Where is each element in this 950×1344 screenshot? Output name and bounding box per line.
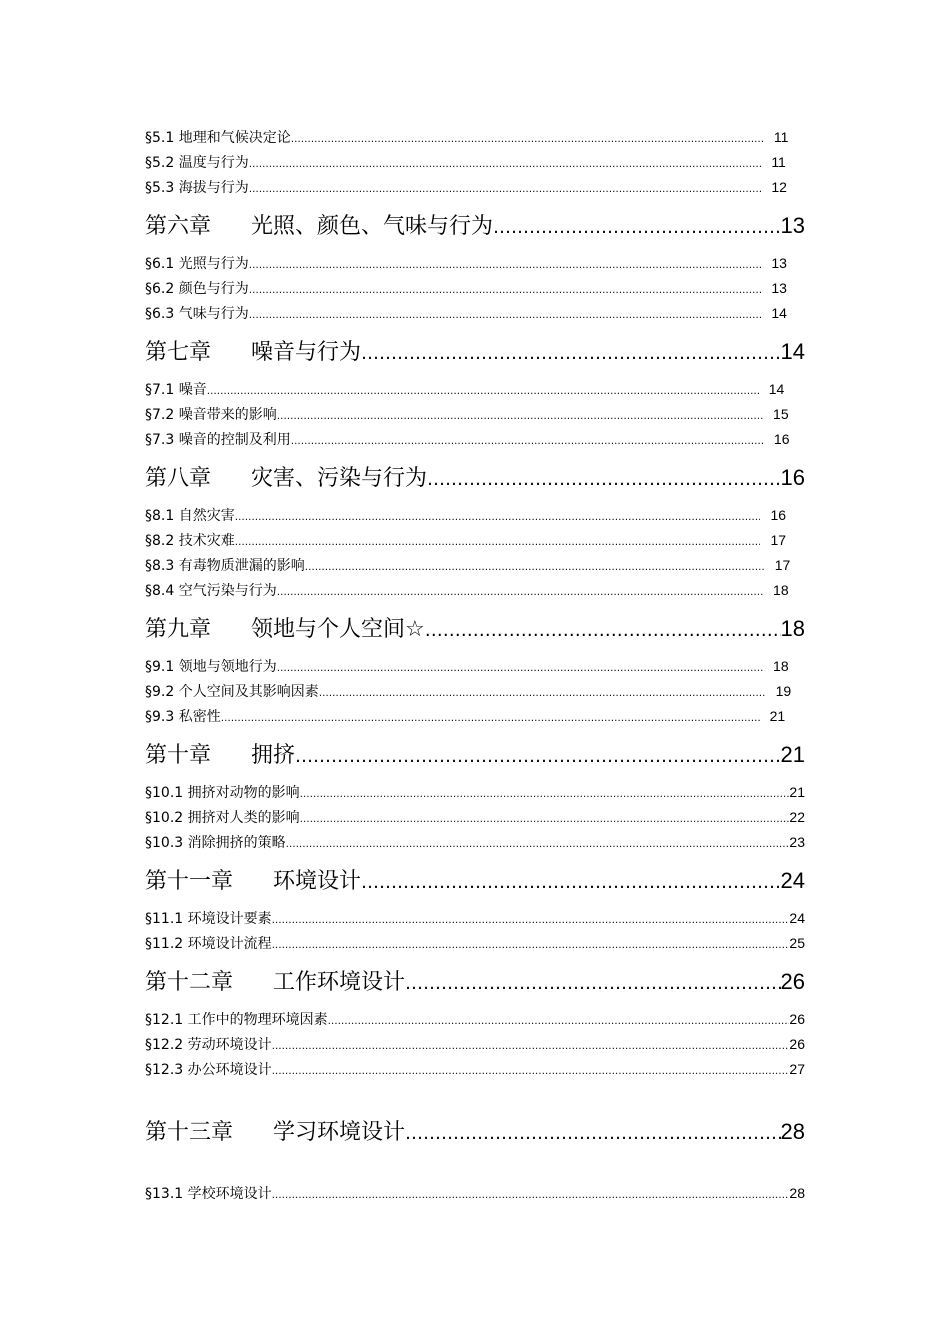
dot-leader xyxy=(405,969,780,999)
toc-section-entry[interactable] xyxy=(145,251,805,276)
page-number: 21 xyxy=(780,742,805,767)
toc-chapter-entry[interactable] xyxy=(145,337,805,369)
page-number: 11 xyxy=(771,154,786,170)
dot-leader xyxy=(249,303,762,326)
toc-section-entry[interactable] xyxy=(145,906,805,931)
dot-leader xyxy=(319,681,766,704)
dot-leader xyxy=(249,177,762,200)
chapter-title: 学习环境设计 xyxy=(273,1120,406,1145)
toc-section-entry[interactable] xyxy=(145,1057,805,1082)
toc-chapter-entry[interactable] xyxy=(145,866,805,898)
page-number: 28 xyxy=(780,1119,805,1144)
section-title: §11.2 环境设计流程 xyxy=(145,936,272,952)
page-number: 21 xyxy=(789,784,805,800)
page-number: 13 xyxy=(780,213,805,238)
spacer xyxy=(145,1157,805,1181)
chapter-title: 噪音与行为 xyxy=(251,340,362,365)
toc-chapter-entry[interactable] xyxy=(145,740,805,772)
page-number: 18 xyxy=(773,658,789,674)
section-title: §8.2 技术灾难 xyxy=(145,533,235,549)
section-title: §9.2 个人空间及其影响因素 xyxy=(145,684,319,700)
dot-leader xyxy=(272,933,790,956)
section-title: §12.2 劳动环境设计 xyxy=(145,1037,272,1053)
chapter-number: 第九章 xyxy=(145,617,212,642)
dot-leader xyxy=(272,1059,790,1082)
page-number: 26 xyxy=(780,969,805,994)
section-title: §8.1 自然灾害 xyxy=(145,508,235,524)
dot-leader xyxy=(272,1183,790,1206)
toc-section-entry[interactable] xyxy=(145,1032,805,1057)
toc-chapter-entry[interactable] xyxy=(145,463,805,495)
dot-leader xyxy=(249,152,762,175)
dot-leader xyxy=(361,339,780,369)
dot-leader xyxy=(235,530,761,553)
page-number: 18 xyxy=(773,582,789,598)
section-title: §8.4 空气污染与行为 xyxy=(145,583,277,599)
dot-leader xyxy=(277,656,763,679)
toc-section-entry[interactable] xyxy=(145,125,805,150)
page-number: 26 xyxy=(789,1011,805,1027)
toc-section-entry[interactable] xyxy=(145,679,805,704)
page-number: 18 xyxy=(780,616,805,641)
dot-leader xyxy=(300,782,790,805)
section-title: §5.2 温度与行为 xyxy=(145,155,249,171)
toc-section-entry[interactable] xyxy=(145,578,805,603)
page-number: 24 xyxy=(780,868,805,893)
dot-leader xyxy=(295,742,780,772)
table-of-contents xyxy=(145,125,805,1206)
section-title: §12.3 办公环境设计 xyxy=(145,1062,272,1078)
toc-section-entry[interactable] xyxy=(145,931,805,956)
dot-leader xyxy=(305,555,765,578)
dot-leader xyxy=(221,706,760,729)
section-title: §9.1 领地与领地行为 xyxy=(145,659,277,675)
page-number: 14 xyxy=(780,339,805,364)
section-title: §6.2 颜色与行为 xyxy=(145,281,249,297)
section-title: §6.3 气味与行为 xyxy=(145,306,249,322)
section-title: §10.2 拥挤对人类的影响 xyxy=(145,810,300,826)
chapter-number: 第十章 xyxy=(145,743,212,768)
page-number: 13 xyxy=(771,280,787,296)
toc-section-entry[interactable] xyxy=(145,1181,805,1206)
dot-leader xyxy=(291,429,764,452)
page-number: 11 xyxy=(773,129,789,145)
page-number: 19 xyxy=(775,683,792,699)
dot-leader xyxy=(493,213,780,243)
toc-chapter-entry[interactable] xyxy=(145,211,805,243)
page-number: 24 xyxy=(789,910,805,926)
page-number: 26 xyxy=(789,1036,805,1052)
page-number: 22 xyxy=(789,809,805,825)
page-number: 16 xyxy=(780,465,805,490)
section-title: §9.3 私密性 xyxy=(145,709,221,725)
chapter-title: 领地与个人空间☆ xyxy=(251,617,425,642)
toc-section-entry[interactable] xyxy=(145,830,805,855)
dot-leader xyxy=(277,404,763,427)
chapter-number: 第七章 xyxy=(145,340,212,365)
section-title: §12.1 工作中的物理环境因素 xyxy=(145,1012,328,1028)
dot-leader xyxy=(272,1034,790,1057)
section-title: §6.1 光照与行为 xyxy=(145,256,249,272)
chapter-title: 工作环境设计 xyxy=(273,970,406,995)
toc-section-entry[interactable] xyxy=(145,780,805,805)
section-title: §5.1 地理和气候决定论 xyxy=(145,130,291,146)
dot-leader xyxy=(361,868,780,898)
section-title: §7.1 噪音 xyxy=(145,382,207,398)
page-number: 25 xyxy=(789,935,805,951)
section-title: §8.3 有毒物质泄漏的影响 xyxy=(145,558,305,574)
dot-leader xyxy=(207,379,759,402)
section-title: §5.3 海拔与行为 xyxy=(145,180,249,196)
spacer xyxy=(145,1082,805,1106)
toc-section-entry[interactable] xyxy=(145,377,805,402)
toc-section-entry[interactable] xyxy=(145,805,805,830)
section-title: §7.2 噪音带来的影响 xyxy=(145,407,277,423)
chapter-title: 灾害、污染与行为 xyxy=(251,466,428,491)
chapter-number: 第十三章 xyxy=(145,1120,234,1145)
page-number: 17 xyxy=(774,557,791,573)
chapter-title: 环境设计 xyxy=(273,869,362,894)
page-number: 15 xyxy=(773,406,789,422)
toc-section-entry[interactable] xyxy=(145,276,805,301)
page-number: 23 xyxy=(789,834,805,850)
page-number: 21 xyxy=(769,708,786,724)
page-number: 14 xyxy=(768,381,785,397)
page-number: 14 xyxy=(771,305,787,321)
chapter-number: 第八章 xyxy=(145,466,212,491)
toc-section-entry[interactable] xyxy=(145,150,805,175)
toc-section-entry[interactable] xyxy=(145,553,805,578)
section-title: §11.1 环境设计要素 xyxy=(145,911,272,927)
page-number: 28 xyxy=(789,1185,805,1201)
chapter-number: 第十二章 xyxy=(145,970,234,995)
toc-chapter-entry[interactable] xyxy=(145,967,805,999)
toc-chapter-entry[interactable] xyxy=(145,1117,805,1149)
section-title: §10.3 消除拥挤的策略 xyxy=(145,835,286,851)
page-number: 16 xyxy=(773,431,790,447)
page-number: 13 xyxy=(771,255,787,271)
section-title: §13.1 学校环境设计 xyxy=(145,1186,272,1202)
toc-section-entry[interactable] xyxy=(145,301,805,326)
toc-section-entry[interactable] xyxy=(145,402,805,427)
chapter-number: 第六章 xyxy=(145,214,212,239)
chapter-number: 第十一章 xyxy=(145,869,234,894)
toc-section-entry[interactable] xyxy=(145,654,805,679)
page-number: 12 xyxy=(771,179,787,195)
dot-leader xyxy=(405,1119,780,1149)
dot-leader xyxy=(249,253,762,276)
dot-leader xyxy=(286,832,790,855)
section-title: §7.3 噪音的控制及利用 xyxy=(145,432,291,448)
toc-section-entry[interactable] xyxy=(145,528,805,553)
dot-leader xyxy=(300,807,790,830)
section-title: §10.1 拥挤对动物的影响 xyxy=(145,785,300,801)
toc-chapter-entry[interactable] xyxy=(145,614,805,646)
toc-section-entry[interactable] xyxy=(145,503,805,528)
page-number: 16 xyxy=(770,507,787,523)
dot-leader xyxy=(328,1009,790,1032)
dot-leader xyxy=(235,505,761,528)
toc-section-entry[interactable] xyxy=(145,427,805,452)
dot-leader xyxy=(249,278,762,301)
page-number: 17 xyxy=(770,532,787,548)
toc-section-entry[interactable] xyxy=(145,704,805,729)
toc-section-entry[interactable] xyxy=(145,175,805,200)
dot-leader xyxy=(425,616,781,646)
dot-leader xyxy=(272,908,790,931)
dot-leader xyxy=(277,580,763,603)
chapter-title: 拥挤 xyxy=(251,743,296,768)
toc-section-entry[interactable] xyxy=(145,1007,805,1032)
dot-leader xyxy=(427,465,780,495)
chapter-title: 光照、颜色、气味与行为 xyxy=(251,214,494,239)
dot-leader xyxy=(291,127,764,150)
page-number: 27 xyxy=(789,1061,805,1077)
